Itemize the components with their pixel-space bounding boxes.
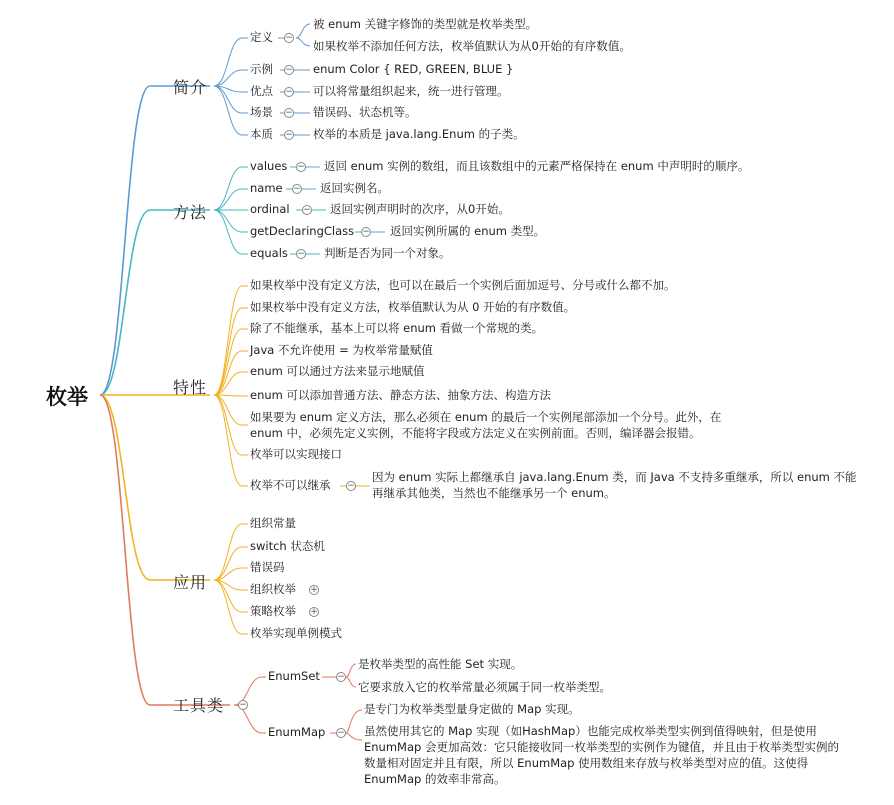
edge-usage: [100, 395, 210, 580]
collapse-icon[interactable]: −: [285, 108, 293, 118]
node-enumset[interactable]: EnumSet: [268, 669, 320, 683]
branch-features[interactable]: 特性: [173, 378, 208, 397]
method-desc: 返回 enum 实例的数组，而且该数组中的元素严格保持在 enum 中声明时的顺序。: [324, 159, 750, 173]
method-desc: 返回实例名。: [320, 181, 389, 195]
node-advantage[interactable]: 优点: [250, 84, 273, 98]
collapse-icon[interactable]: −: [337, 728, 345, 738]
no-inherit-line-2: 再继承其他类，当然也不能继承另一个 enum。: [372, 486, 616, 500]
feature-item[interactable]: 如果枚举中没有定义方法，枚举值默认为从 0 开始的有序数值。: [250, 300, 576, 314]
collapse-icon[interactable]: −: [239, 700, 247, 710]
enummap-line-5: EnumMap 的效率非常高。: [364, 772, 506, 786]
usage-item[interactable]: 组织枚举: [250, 582, 296, 596]
branch-usage[interactable]: 应用: [173, 573, 208, 592]
collapse-icon[interactable]: −: [285, 87, 293, 97]
feature-item[interactable]: 枚举可以实现接口: [250, 447, 342, 461]
enummap-line-3: EnumMap 会更加高效：它只能接收同一枚举类型的实例作为键值，并且由于枚举类型实例的: [364, 740, 839, 754]
scenario-text: 错误码、状态机等。: [313, 105, 417, 119]
method-desc: 判断是否为同一个对象。: [324, 246, 451, 260]
method-name[interactable]: equals: [250, 246, 288, 260]
enummap-line-2: 虽然使用其它的 Map 实现（如HashMap）也能完成枚举类型实例到值得映射，但是使用: [364, 724, 817, 738]
advantage-text: 可以将常量组织起来，统一进行管理。: [313, 84, 509, 98]
feature-multiline-2[interactable]: enum 中，必须先定义实例，不能将字段或方法定义在实例前面。否则，编译器会报错。: [250, 426, 701, 440]
method-desc: 返回实例声明时的次序，从0开始。: [330, 202, 510, 216]
feature-item[interactable]: 如果枚举中没有定义方法，也可以在最后一个实例后面加逗号、分号或什么都不加。: [250, 278, 676, 292]
feature-item[interactable]: 除了不能继承，基本上可以将 enum 看做一个常规的类。: [250, 321, 544, 335]
collapse-icon[interactable]: −: [293, 184, 301, 194]
collapse-icon[interactable]: −: [362, 227, 370, 237]
enumset-line-1: 是枚举类型的高性能 Set 实现。: [358, 657, 523, 671]
feature-no-inherit[interactable]: 枚举不可以继承: [250, 478, 331, 492]
definition-line-1: 被 enum 关键字修饰的类型就是枚举类型。: [313, 17, 538, 31]
collapse-icon[interactable]: −: [337, 672, 345, 682]
feature-item[interactable]: enum 可以添加普通方法、静态方法、抽象方法、构造方法: [250, 388, 552, 402]
root-node[interactable]: 枚举: [46, 385, 88, 409]
usage-item[interactable]: 策略枚举: [250, 604, 296, 618]
usage-item[interactable]: 错误码: [250, 560, 285, 574]
method-desc: 返回实例所属的 enum 类型。: [390, 224, 546, 238]
feature-multiline-1[interactable]: 如果要为 enum 定义方法，那么必须在 enum 的最后一个实例尾部添加一个分号。此外，在: [250, 410, 722, 424]
branch-intro[interactable]: 简介: [173, 78, 208, 97]
edge-methods: [100, 210, 210, 395]
feature-item[interactable]: Java 不允许使用 = 为枚举常量赋值: [250, 343, 433, 357]
no-inherit-line-1: 因为 enum 实际上都继承自 java.lang.Enum 类，而 Java 不支持多重继承，所以 enum 不能: [372, 470, 857, 484]
node-enummap[interactable]: EnumMap: [268, 725, 326, 739]
node-definition[interactable]: 定义: [250, 30, 273, 44]
method-name[interactable]: values: [250, 159, 288, 173]
collapse-icon[interactable]: −: [297, 162, 305, 172]
definition-line-2: 如果枚举不添加任何方法，枚举值默认为从0开始的有序数值。: [313, 39, 631, 53]
feature-item[interactable]: enum 可以通过方法来显示地赋值: [250, 364, 425, 378]
enummap-line-1: 是专门为枚举类型量身定做的 Map 实现。: [364, 702, 580, 716]
collapse-icon[interactable]: −: [285, 65, 293, 75]
usage-item[interactable]: 组织常量: [250, 516, 296, 530]
expand-icon[interactable]: +: [310, 585, 318, 595]
branch-methods[interactable]: 方法: [173, 203, 208, 222]
enumset-line-2: 它要求放入它的枚举常量必须属于同一枚举类型。: [358, 680, 611, 694]
collapse-icon[interactable]: −: [285, 130, 293, 140]
method-name[interactable]: ordinal: [250, 202, 290, 216]
node-essence[interactable]: 本质: [250, 127, 273, 141]
enummap-line-4: 数量相对固定并且有限，所以 EnumMap 使用数组来存放与枚举类型对应的值。这使得: [364, 756, 809, 770]
expand-icon[interactable]: +: [310, 607, 318, 617]
node-scenario[interactable]: 场景: [250, 105, 273, 119]
usage-item[interactable]: 枚举实现单例模式: [250, 626, 342, 640]
collapse-icon[interactable]: −: [303, 205, 311, 215]
essence-text: 枚举的本质是 java.lang.Enum 的子类。: [313, 127, 525, 141]
edge-intro: [100, 86, 210, 395]
collapse-icon[interactable]: −: [285, 33, 293, 43]
method-name[interactable]: name: [250, 181, 283, 195]
collapse-icon[interactable]: −: [347, 481, 355, 491]
node-example[interactable]: 示例: [250, 62, 273, 76]
method-name[interactable]: getDeclaringClass: [250, 224, 355, 238]
collapse-icon[interactable]: −: [297, 249, 305, 259]
edge-tools: [100, 395, 230, 705]
branch-tools[interactable]: 工具类: [173, 696, 225, 715]
usage-item[interactable]: switch 状态机: [250, 539, 325, 553]
example-text: enum Color { RED, GREEN, BLUE }: [313, 62, 514, 76]
